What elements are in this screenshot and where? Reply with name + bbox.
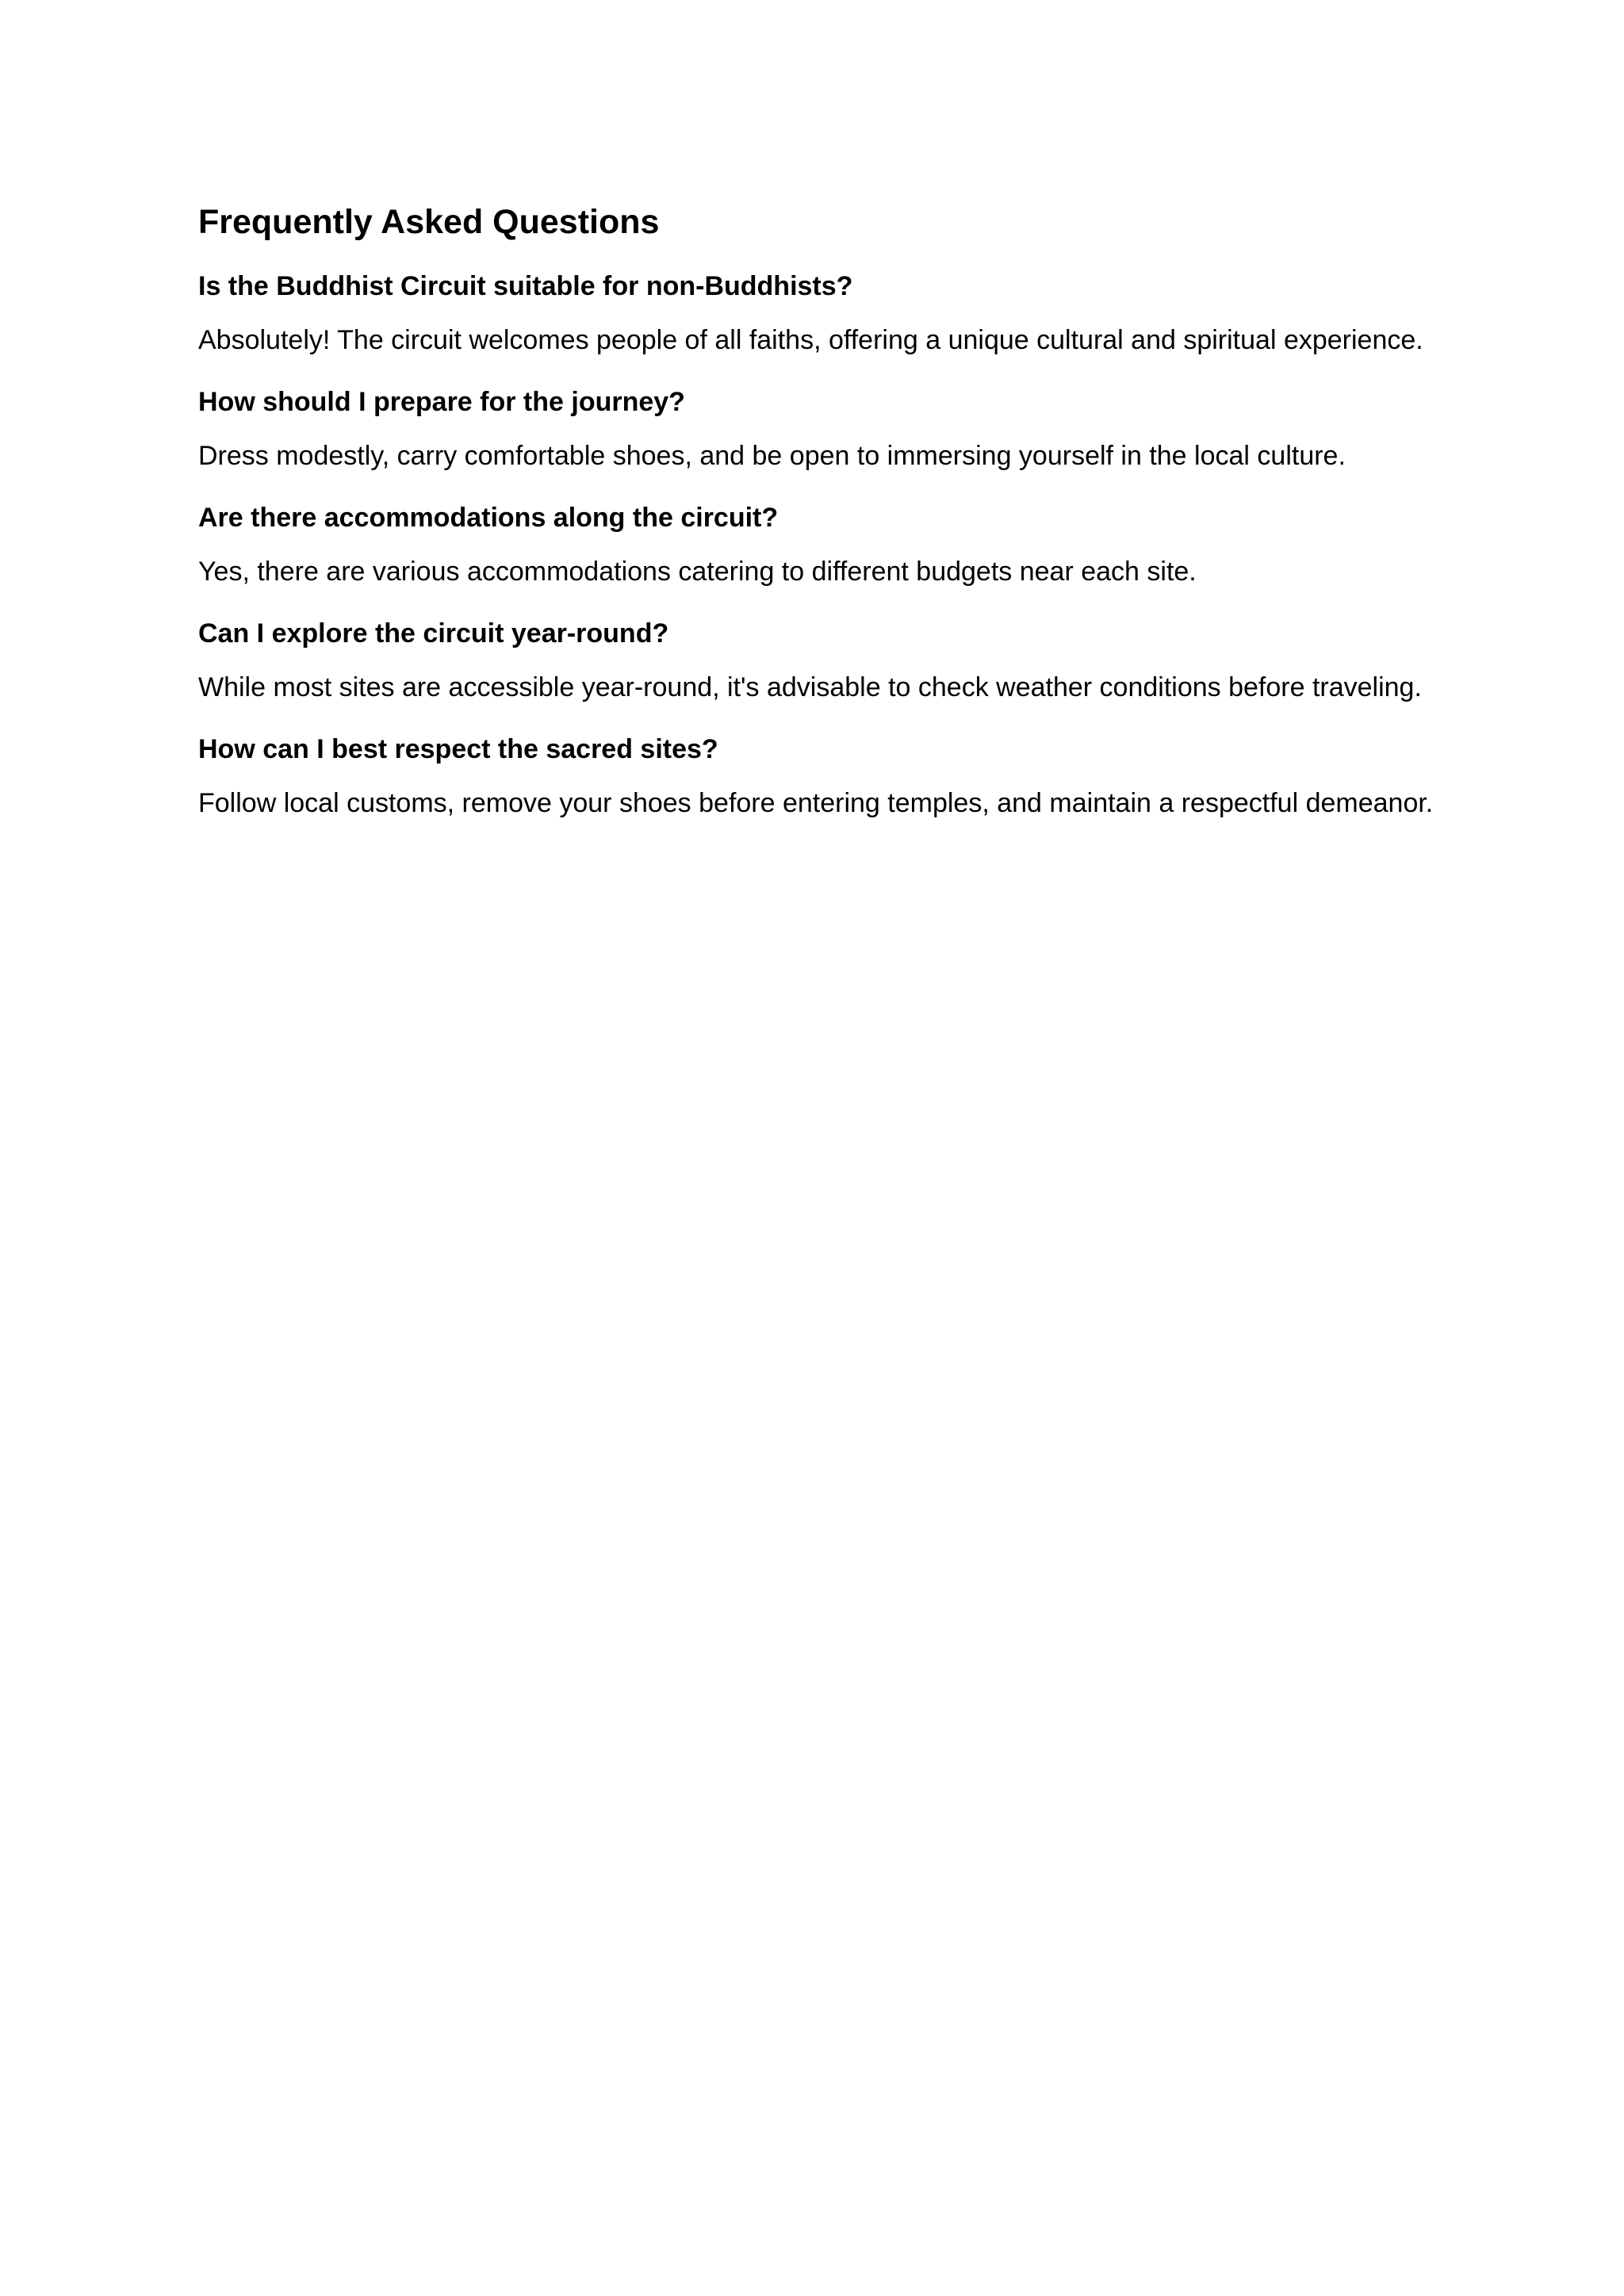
faq-item-year-round [198,614,1435,708]
faq-answer: Dress modestly, carry comfortable shoes, and be open to immersing yourself in the local culture. [198,441,1346,471]
faq-question: Is the Buddhist Circuit suitable for non-Buddhists? [198,271,853,301]
faq-question: Are there accommodations along the circuit? [198,503,779,533]
faq-item-accommodations [198,498,1435,592]
faq-list [198,266,1435,845]
faq-answer: Absolutely! The circuit welcomes people of all faiths, offering a unique cultural and spiritual experience. [198,325,1423,355]
page-title: Frequently Asked Questions [198,203,660,241]
faq-item-preparation [198,382,1435,476]
faq-item-suitability [198,266,1435,361]
faq-question: Can I explore the circuit year-round? [198,618,669,649]
faq-question: How can I best respect the sacred sites? [198,734,718,764]
faq-question: How should I prepare for the journey? [198,387,685,417]
faq-answer: Follow local customs, remove your shoes before entering temples, and maintain a respectful demeanor. [198,788,1434,818]
faq-answer: While most sites are accessible year-round, it's advisable to check weather conditions before traveling. [198,672,1422,702]
faq-item-respect [198,729,1435,824]
faq-answer: Yes, there are various accommodations catering to different budgets near each site. [198,557,1197,587]
